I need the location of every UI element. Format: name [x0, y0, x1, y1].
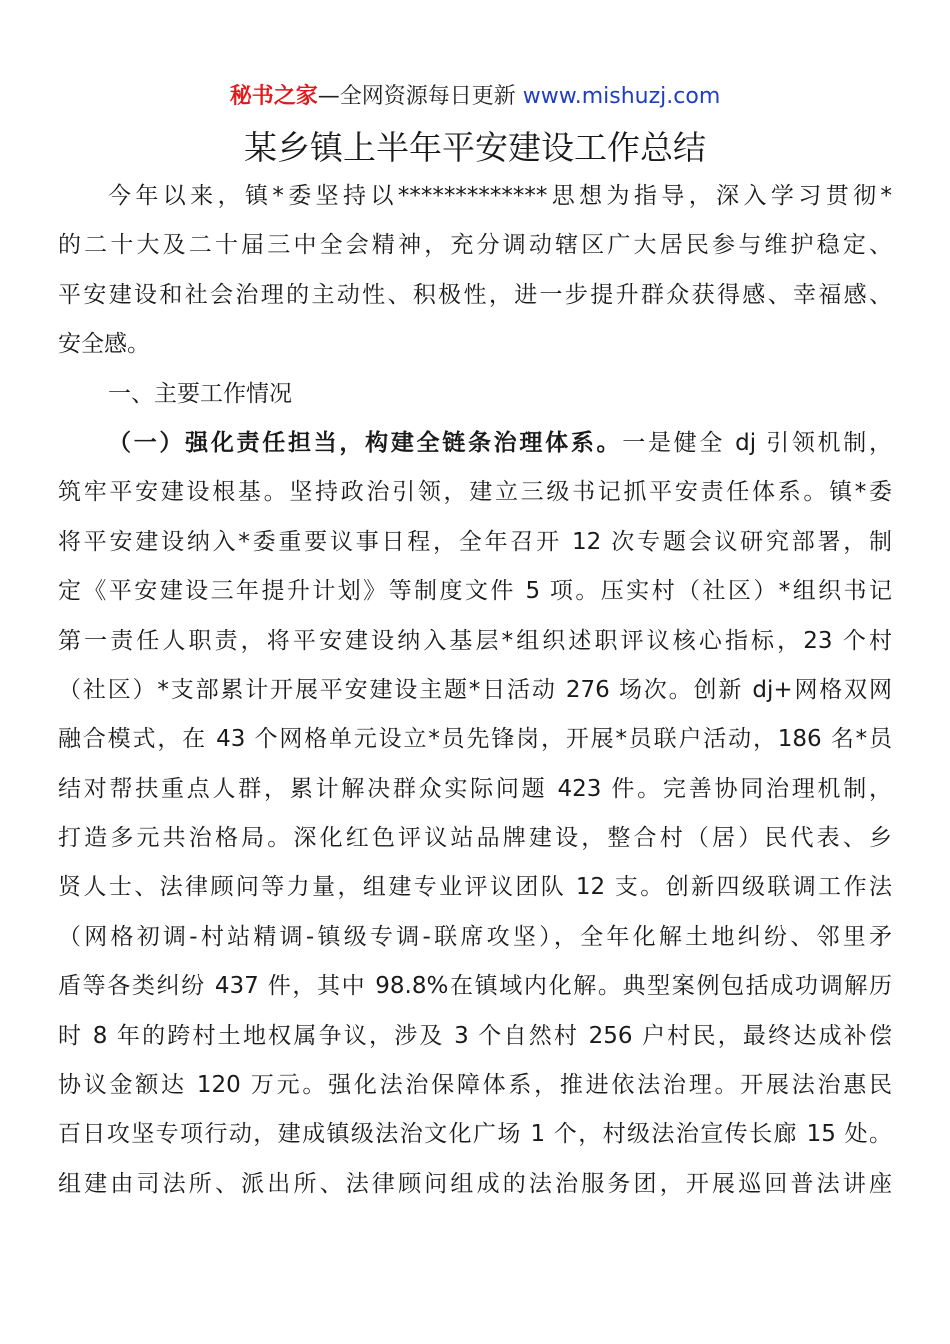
- header-slogan: —全网资源每日更新: [317, 84, 516, 109]
- body-line: 盾等各类纠纷 437 件，其中 98.8%在镇域内化解。典型案例包括成功调解历: [58, 973, 892, 1000]
- brand-name: 秘书之家: [229, 84, 318, 109]
- body-line: 打造多元共治格局。深化红色评议站品牌建设，整合村（居）民代表、乡: [58, 825, 892, 852]
- section-heading: 一、主要工作情况: [108, 380, 292, 407]
- body-line: 将平安建设纳入*委重要议事日程，全年召开 12 次专题会议研究部署，制: [58, 528, 892, 555]
- intro-line: 的二十大及二十届三中全会精神，充分调动辖区广大居民参与维护稳定、: [58, 232, 892, 259]
- body-line: 第一责任人职责，将平安建设纳入基层*组织述职评议核心指标，23 个村: [58, 627, 892, 654]
- subsection-heading: （一）强化责任担当，构建全链条治理体系。: [108, 429, 623, 456]
- body-line: 时 8 年的跨村土地权属争议，涉及 3 个自然村 256 户村民，最终达成补偿: [58, 1022, 892, 1049]
- body-line: 筑牢平安建设根基。坚持政治引领，建立三级书记抓平安责任体系。镇*委: [58, 479, 892, 506]
- intro-line: 今年以来，镇*委坚持以*************思想为指导，深入学习贯彻*: [108, 183, 892, 209]
- body-line: 融合模式，在 43 个网格单元设立*员先锋岗，开展*员联户活动，186 名*员: [58, 726, 892, 753]
- intro-line: 安全感。: [58, 331, 150, 358]
- body-line: 百日攻坚专项行动，建成镇级法治文化广场 1 个，村级法治宣传长廊 15 处。: [58, 1121, 892, 1148]
- subsection-text: 一是健全 dj 引领机制，: [622, 429, 892, 456]
- body-line: 定《平安建设三年提升计划》等制度文件 5 项。压实村（社区）*组织书记: [58, 578, 892, 605]
- document-body: [58, 172, 892, 1209]
- body-line: 结对帮扶重点人群，累计解决群众实际问题 423 件。完善协同治理机制，: [58, 775, 892, 802]
- body-line: 组建由司法所、派出所、法律顾问组成的法治服务团，开展巡回普法讲座: [58, 1170, 892, 1197]
- site-header: [0, 82, 950, 112]
- body-line: （网格初调-村站精调-镇级专调-联席攻坚），全年化解土地纠纷、邻里矛: [58, 923, 892, 950]
- site-url-link[interactable]: www.mishuzj.com: [522, 84, 721, 109]
- subsection-first-line: [58, 419, 892, 468]
- document-title: 某乡镇上半年平安建设工作总结: [244, 128, 706, 167]
- body-line: 协议金额达 120 万元。强化法治保障体系，推进依法治理。开展法治惠民: [58, 1072, 892, 1099]
- body-line: （社区）*支部累计开展平安建设主题*日活动 276 场次。创新 dj+网格双网: [58, 676, 892, 703]
- intro-line: 平安建设和社会治理的主动性、积极性，进一步提升群众获得感、幸福感、: [58, 281, 892, 308]
- body-line: 贤人士、法律顾问等力量，组建专业评议团队 12 支。创新四级联调工作法: [58, 874, 892, 901]
